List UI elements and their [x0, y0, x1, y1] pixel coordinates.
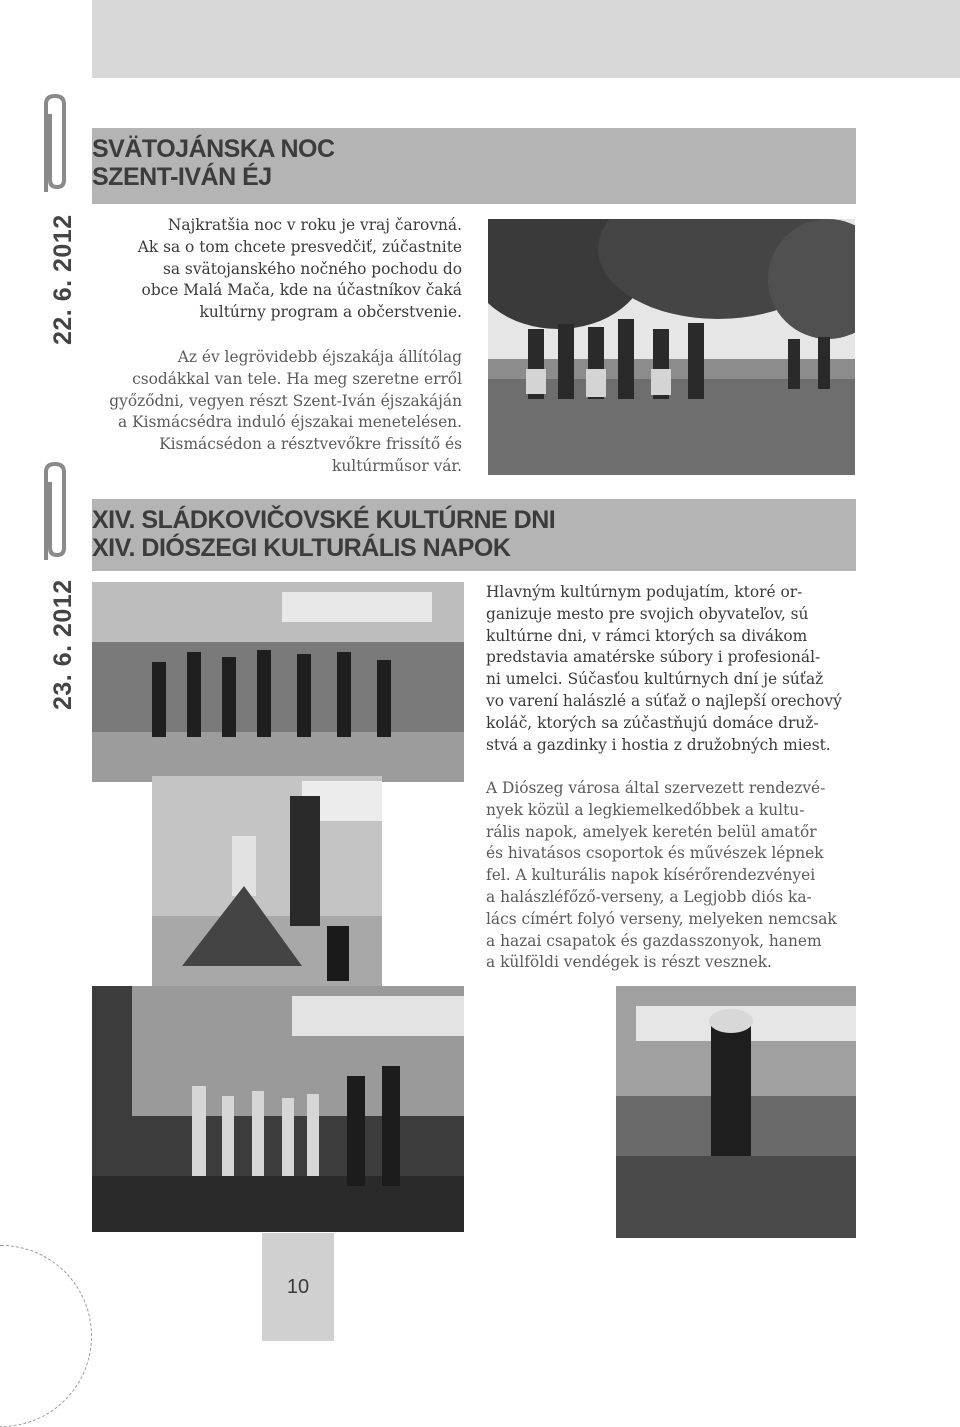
section2-date: 23. 6. 2012	[49, 579, 77, 710]
text-line: obce Malá Mača, kde na účastníkov čaká	[141, 281, 462, 300]
text-line: kultúrny program a občerstvenie.	[199, 303, 462, 322]
dashed-circle-decoration	[0, 1245, 92, 1427]
paperclip-icon	[30, 92, 80, 201]
stage-dance-photo	[92, 582, 464, 782]
section2-text-sk	[486, 582, 846, 756]
text-line: ni umelci. Súčasťou kultúrnych dní je súťaž	[486, 670, 824, 689]
text-line: nyek közül a legkiemelkedőbbek a kultu-	[486, 800, 805, 819]
text-line: a külföldi vendégek is részt vesznek.	[486, 953, 772, 972]
section1-text-hu	[90, 347, 462, 478]
section2-title-line: XIV. SLÁDKOVIČOVSKÉ KULTÚRNE DNI	[92, 506, 556, 534]
children-stage-photo	[92, 986, 464, 1232]
section1-title	[92, 135, 335, 191]
text-line: Az év legrövidebb éjszakája állítólag	[177, 348, 462, 366]
singer-crowd-photo	[616, 986, 856, 1238]
page-number: 10	[262, 1233, 334, 1341]
text-line: ganizuje mesto pre svojich obyvateľov, sú	[486, 604, 809, 623]
section1-title-line: SZENT-IVÁN ÉJ	[92, 163, 272, 191]
text-line: Najkratšia noc v roku je vraj čarovná.	[167, 216, 462, 234]
text-line: a halászléfőző-verseny, a Legjobb diós ka-	[486, 887, 812, 906]
text-line: predstavia amatérske súbory i profesionál-	[486, 648, 821, 667]
text-line: vo varení halászlé a súťaž o najlepší orechový	[486, 691, 842, 710]
text-line: stvá a gazdinky i hostia z družobných miest.	[486, 735, 831, 754]
top-gray-bar	[92, 0, 960, 78]
text-line: lács címért folyó verseny, melyeken nemcsak	[486, 909, 837, 928]
text-line: Hlavným kultúrnym podujatím, ktoré or-	[486, 583, 803, 601]
folk-dance-photo	[488, 219, 855, 475]
text-line: A Diószeg városa által szervezett rendezvé-	[486, 779, 826, 797]
text-line: a hazai csapatok és gazdasszonyok, hanem	[486, 931, 822, 950]
section2-title	[92, 506, 555, 562]
text-line: kultúrműsor vár.	[332, 456, 462, 475]
text-line: és hivatásos csoportok és művészek lépnek	[486, 844, 824, 863]
text-line: sa svätojanského nočného pochodu do	[162, 259, 462, 278]
text-line: rális napok, amelyek keretén belül amatőr	[486, 822, 817, 841]
section1-text-sk	[112, 215, 462, 324]
text-line: Kismácsédon a résztvevőkre frissítő és	[159, 435, 462, 454]
text-line: csodákkal van tele. Ha meg szeretne erről	[132, 369, 462, 388]
section2-title-line: XIV. DIÓSZEGI KULTURÁLIS NAPOK	[92, 534, 511, 562]
text-line: koláč, ktorých sa zúčastňujú domáce druž-	[486, 713, 819, 732]
section2-text-hu	[486, 778, 846, 974]
text-line: győződni, vegyen részt Szent-Iván éjszakáján	[109, 391, 462, 410]
text-line: fel. A kulturális napok kísérőrendezvényei	[486, 866, 816, 885]
text-line: kultúrne dni, v rámci ktorých sa divákom	[486, 626, 808, 645]
paperclip-icon	[30, 460, 80, 569]
text-line: Ak sa o tom chcete presvedčiť, zúčastnite	[137, 237, 462, 256]
couple-dance-photo	[152, 776, 382, 1001]
text-line: a Kismácsédra induló éjszakai menetelésen.	[118, 413, 462, 432]
section1-title-line: SVÄTOJÁNSKA NOC	[92, 135, 335, 163]
section1-date: 22. 6. 2012	[49, 214, 77, 345]
